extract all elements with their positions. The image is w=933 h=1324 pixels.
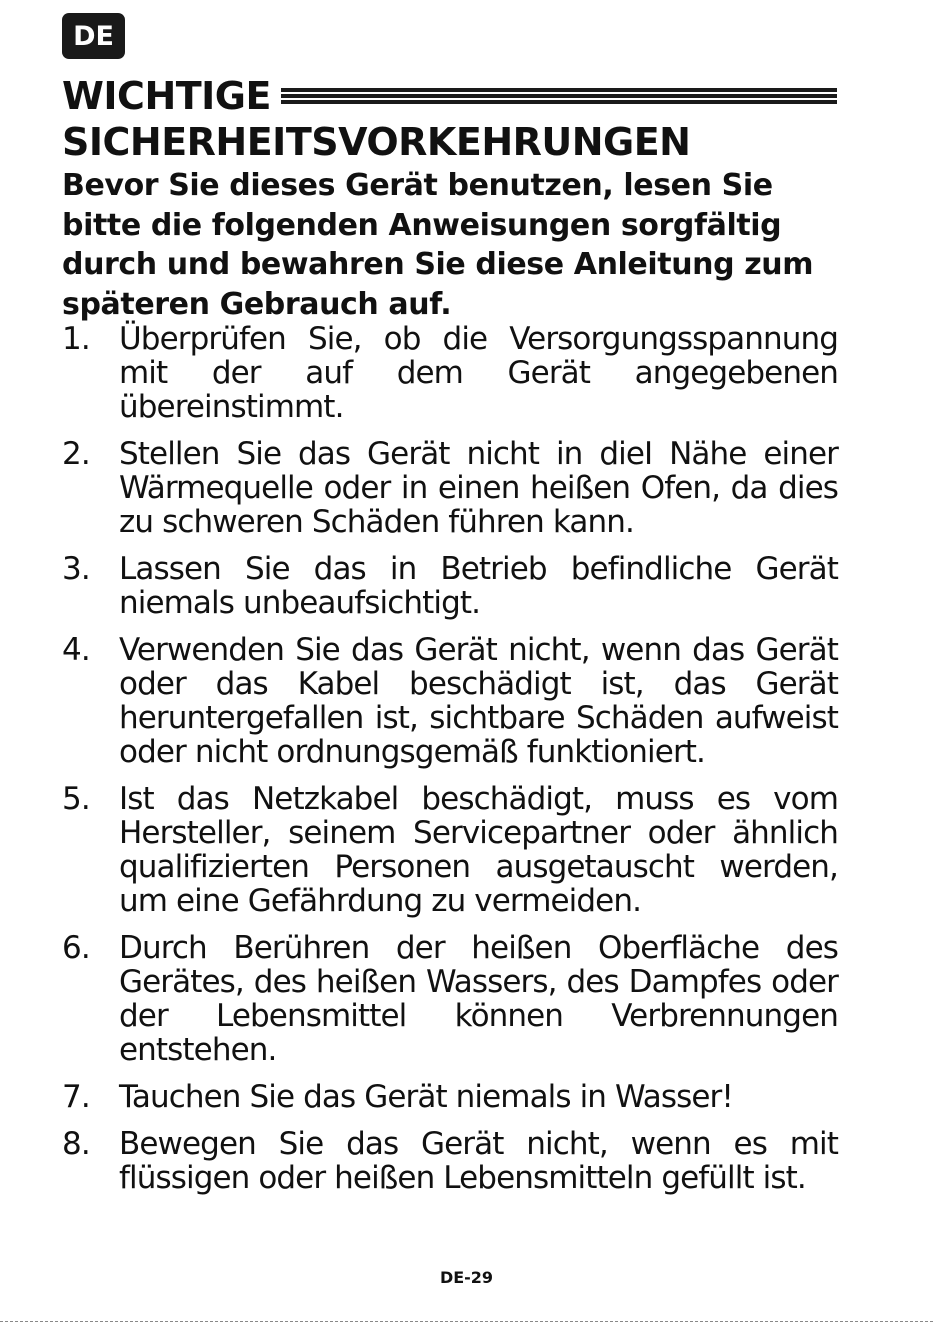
item-number: 6.	[62, 930, 90, 966]
item-number: 1.	[62, 321, 90, 357]
page-number: DE-29	[439, 1268, 494, 1287]
item-text: Stellen Sie das Gerät nicht in dieI Nähe einer Wärmequelle oder in einen heißen Ofen, da dies zu schweren Schäden führen kann.	[119, 436, 838, 540]
item-text: Tauchen Sie das Gerät niemals in Wasser!	[119, 1079, 733, 1115]
title-rule	[281, 88, 837, 104]
list-item	[62, 633, 838, 769]
language-badge: DE	[62, 13, 125, 59]
page-title-line2: SICHERHEITSVORKEHRUNGEN	[62, 120, 691, 164]
item-text: Bewegen Sie das Gerät nicht, wenn es mit flüssigen oder heißen Lebensmitteln gefüllt ist.	[119, 1126, 838, 1196]
list-item	[62, 437, 838, 539]
safety-list	[62, 322, 838, 1208]
bottom-divider	[0, 1321, 933, 1322]
list-item	[62, 552, 838, 620]
title-row	[62, 72, 837, 120]
item-text: Durch Berühren der heißen Oberfläche des Gerätes, des heißen Wassers, des Dampfes oder der Lebensmittel können Verbrennungen entstehen.	[119, 930, 838, 1068]
item-number: 7.	[62, 1079, 90, 1115]
item-number: 4.	[62, 632, 90, 668]
list-item	[62, 1127, 838, 1195]
list-item	[62, 782, 838, 918]
item-text: Verwenden Sie das Gerät nicht, wenn das Gerät oder das Kabel beschädigt ist, das Gerät heruntergefallen ist, sichtbare Schäden aufweist oder nicht ordnungsgemäß funktioniert.	[119, 632, 838, 770]
item-text: Ist das Netzkabel beschädigt, muss es vom Hersteller, seinem Servicepartner oder ähnlich qualifizierten Personen ausgetauscht werden, um eine Gefährdung zu vermeiden.	[119, 781, 838, 919]
item-text: Überprüfen Sie, ob die Versorgungsspannung mit der auf dem Gerät angegebenen übereinstimmt.	[119, 321, 838, 425]
item-number: 5.	[62, 781, 90, 817]
page-title-line1: WICHTIGE	[62, 74, 271, 118]
intro-paragraph: Bevor Sie dieses Gerät benutzen, lesen Sie bitte die folgenden Anweisungen sorgfältig durch und bewahren Sie diese Anleitung zum späteren Gebrauch auf.	[62, 168, 814, 322]
list-item	[62, 931, 838, 1067]
item-number: 8.	[62, 1126, 90, 1162]
item-text: Lassen Sie das in Betrieb befindliche Gerät niemals unbeaufsichtigt.	[119, 551, 838, 621]
list-item	[62, 322, 838, 424]
item-number: 3.	[62, 551, 90, 587]
item-number: 2.	[62, 436, 90, 472]
list-item	[62, 1080, 838, 1114]
